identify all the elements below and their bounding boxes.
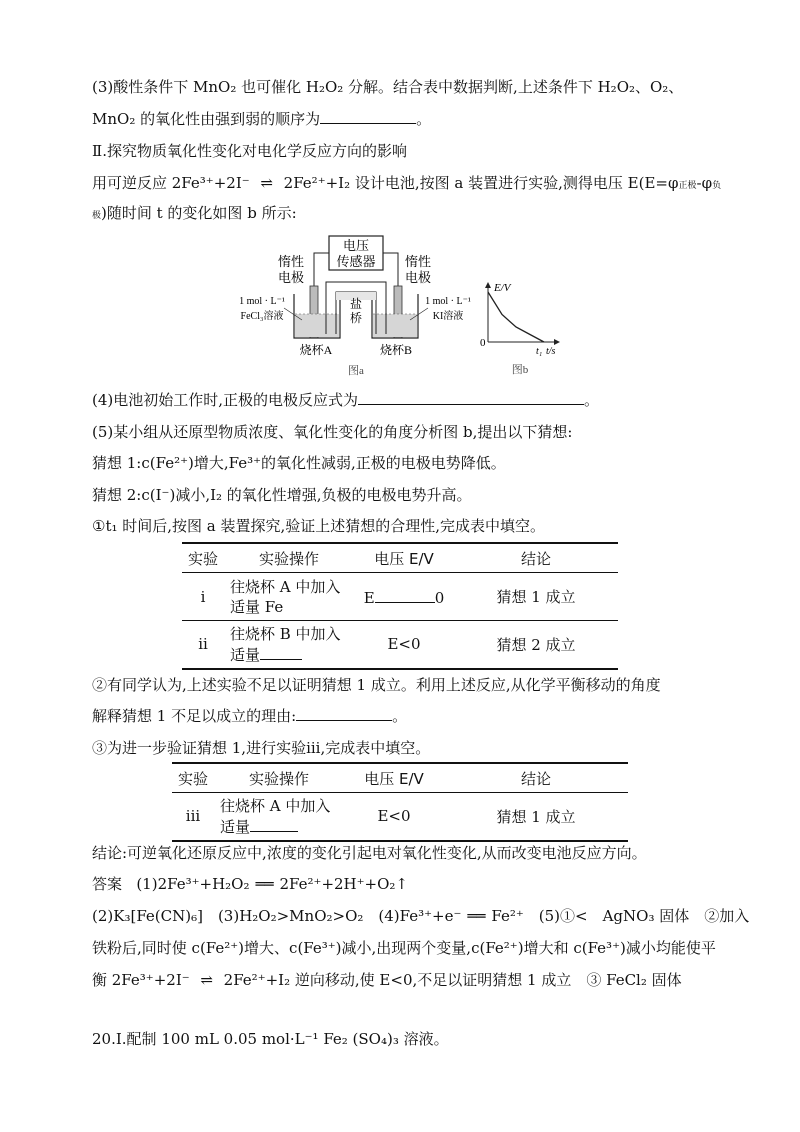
- left-electrode-label-1: 惰性: [277, 254, 305, 269]
- exp-voltage: E<0: [344, 793, 444, 841]
- table-header: 实验: [172, 763, 214, 793]
- section-intro-line-2: [92, 202, 297, 227]
- exp-voltage: E<0: [354, 621, 454, 669]
- exp-conclusion: 猜想 1 成立: [444, 793, 628, 841]
- answer-blank[interactable]: [260, 644, 302, 660]
- exp-conclusion: 猜想 1 成立: [454, 573, 618, 621]
- table-header: 电压 E/V: [354, 543, 454, 573]
- answer-1b: 2Fe²⁺+2H⁺+O₂↑: [279, 875, 408, 893]
- conclusion-text: 结论:可逆氧化还原反应中,浓度的变化引起电对氧化性变化,从而改变电池反应方向。: [92, 844, 647, 862]
- guess-2: 猜想 2:c(I⁻)减小,I₂ 的氧化性增强,负极的电极电势升高。: [92, 486, 472, 504]
- answer-blank[interactable]: [250, 816, 298, 832]
- exp-id: ii: [182, 621, 224, 669]
- equals-icon: ══: [467, 907, 486, 925]
- intro-part-b: 2Fe²⁺+I₂ 设计电池,按图 a 装置进行实验,测得电压 E(E=φ: [283, 174, 679, 192]
- intro-subscript-pole: 极: [92, 211, 102, 221]
- q5-2-line-1: ②有同学认为,上述实验不足以证明猜想 1 成立。利用上述反应,从化学平衡移动的角度: [92, 676, 661, 694]
- answer-line-1: [92, 873, 408, 895]
- left-electrode-label-2: 电极: [277, 270, 305, 285]
- section-heading: Ⅱ.探究物质氧化性变化对电化学反应方向的影响: [92, 142, 407, 160]
- equilibrium-arrow-icon: [190, 969, 224, 991]
- t1-tick-label: t₁: [536, 346, 543, 357]
- figure-a-caption: 图a: [348, 365, 364, 377]
- table-header: 电压 E/V: [344, 763, 444, 793]
- q3-line-2: MnO₂ 的氧化性由强到弱的顺序为 。: [92, 110, 432, 128]
- section-intro-line-1: [92, 172, 721, 197]
- equilibrium-arrow-icon: [250, 172, 284, 194]
- experiment-table-1: [182, 542, 618, 670]
- answer-label: 答案: [92, 875, 123, 893]
- intro-part-d: -φ: [696, 174, 713, 192]
- table-header: 实验: [182, 543, 224, 573]
- answer-4a: 衡 2Fe³⁺+2I⁻: [92, 971, 190, 989]
- q3-line-2-text: MnO₂ 的氧化性由强到弱的顺序为: [92, 110, 321, 128]
- table-header: 实验操作: [224, 543, 354, 573]
- answer-blank[interactable]: [358, 389, 584, 405]
- table-header: 结论: [444, 763, 628, 793]
- answer-4b: 2Fe²⁺+I₂ 逆向移动,使 E<0,不足以证明猜想 1 成立 ③ FeCl₂ 固体: [223, 971, 682, 989]
- right-electrode-label-1: 惰性: [404, 254, 432, 269]
- exp-voltage: E 0: [354, 573, 454, 621]
- right-solution-label-1: 1 mol · L⁻¹: [425, 296, 471, 307]
- guess-1: 猜想 1:c(Fe²⁺)增大,Fe³⁺的氧化性减弱,正极的电极电势降低。: [92, 454, 506, 472]
- figure-b-caption: 图b: [511, 364, 529, 376]
- q5-line-1: (5)某小组从还原型物质浓度、氧化性变化的角度分析图 b,提出以下猜想:: [92, 423, 573, 441]
- voltage-curve: [488, 292, 544, 342]
- answer-2a: (2)K₃[Fe(CN)₆] (3)H₂O₂>MnO₂>O₂ (4)Fe³⁺+e⁻: [92, 907, 462, 925]
- intro-part-g: )随时间 t 的变化如图 b 所示:: [101, 204, 297, 222]
- figure-b-chart: [474, 280, 564, 380]
- y-axis-label: E/V: [494, 282, 511, 294]
- beaker-b-label: 烧杯B: [379, 343, 413, 357]
- exp-operation: 往烧杯 B 中加入 适量: [224, 621, 354, 669]
- exp-operation: 往烧杯 A 中加入 适量 Fe: [224, 573, 354, 621]
- table-header: 实验操作: [214, 763, 344, 793]
- salt-bridge-label-2: 桥: [349, 311, 363, 325]
- q4-text: (4)电池初始工作时,正极的电极反应式为: [92, 391, 359, 409]
- sensor-label-2: 传感器: [336, 254, 376, 269]
- sensor-label-1: 电压: [342, 238, 370, 253]
- q5-2-line-2: 解释猜想 1 不足以成立的理由: 。: [92, 707, 408, 725]
- answer-blank[interactable]: [296, 705, 392, 721]
- answer-1a: (1)2Fe³⁺+H₂O₂: [136, 875, 250, 893]
- q5-3-line: ③为进一步验证猜想 1,进行实验iii,完成表中填空。: [92, 739, 431, 757]
- origin-label: 0: [480, 337, 486, 349]
- equals-icon: ══: [255, 875, 274, 893]
- answer-2b: Fe²⁺ (5)①< AgNO₃ 固体 ②加入: [491, 907, 750, 925]
- table-row: [172, 793, 628, 841]
- left-solution-label-2: FeCl₃溶液: [240, 311, 284, 322]
- table-row: [182, 621, 618, 669]
- table-header: 结论: [454, 543, 618, 573]
- intro-subscript-negative: 负: [712, 181, 722, 191]
- q5-2-text: 解释猜想 1 不足以成立的理由:: [92, 707, 297, 725]
- answer-line-2: [92, 905, 749, 927]
- table-row: [182, 573, 618, 621]
- q3-line-1: (3)酸性条件下 MnO₂ 也可催化 H₂O₂ 分解。结合表中数据判断,上述条件下 H₂O₂、O₂、: [92, 78, 684, 96]
- figure-a-apparatus: [236, 234, 476, 379]
- right-electrode-label-2: 电极: [404, 270, 432, 285]
- exp-id: i: [182, 573, 224, 621]
- q4-line: (4)电池初始工作时,正极的电极反应式为 。: [92, 391, 600, 409]
- left-solution-label-1: 1 mol · L⁻¹: [239, 296, 285, 307]
- exp-operation: 往烧杯 A 中加入 适量: [214, 793, 344, 841]
- answer-line-4: [92, 969, 682, 991]
- experiment-table-2: [172, 762, 628, 842]
- salt-bridge-label-1: 盐: [349, 297, 363, 311]
- answer-blank[interactable]: [375, 587, 435, 603]
- q20-line: 20.Ⅰ.配制 100 mL 0.05 mol·L⁻¹ Fe₂ (SO₄)₃ 溶液。: [92, 1030, 449, 1048]
- intro-subscript-positive: 正极: [678, 181, 697, 191]
- beaker-a-label: 烧杯A: [299, 343, 333, 357]
- exp-id: iii: [172, 793, 214, 841]
- right-solution-label-2: KI溶液: [432, 311, 464, 322]
- q5-sub-1: ①t₁ 时间后,按图 a 装置探究,验证上述猜想的合理性,完成表中填空。: [92, 517, 546, 535]
- answer-line-3: 铁粉后,同时使 c(Fe²⁺)增大、c(Fe³⁺)减小,出现两个变量,c(Fe²⁺)增大和 c(Fe³⁺)减小均能使平: [92, 939, 716, 957]
- x-axis-label: t/s: [546, 346, 556, 357]
- exp-conclusion: 猜想 2 成立: [454, 621, 618, 669]
- intro-part-a: 用可逆反应 2Fe³⁺+2I⁻: [92, 174, 250, 192]
- answer-blank[interactable]: [320, 108, 416, 124]
